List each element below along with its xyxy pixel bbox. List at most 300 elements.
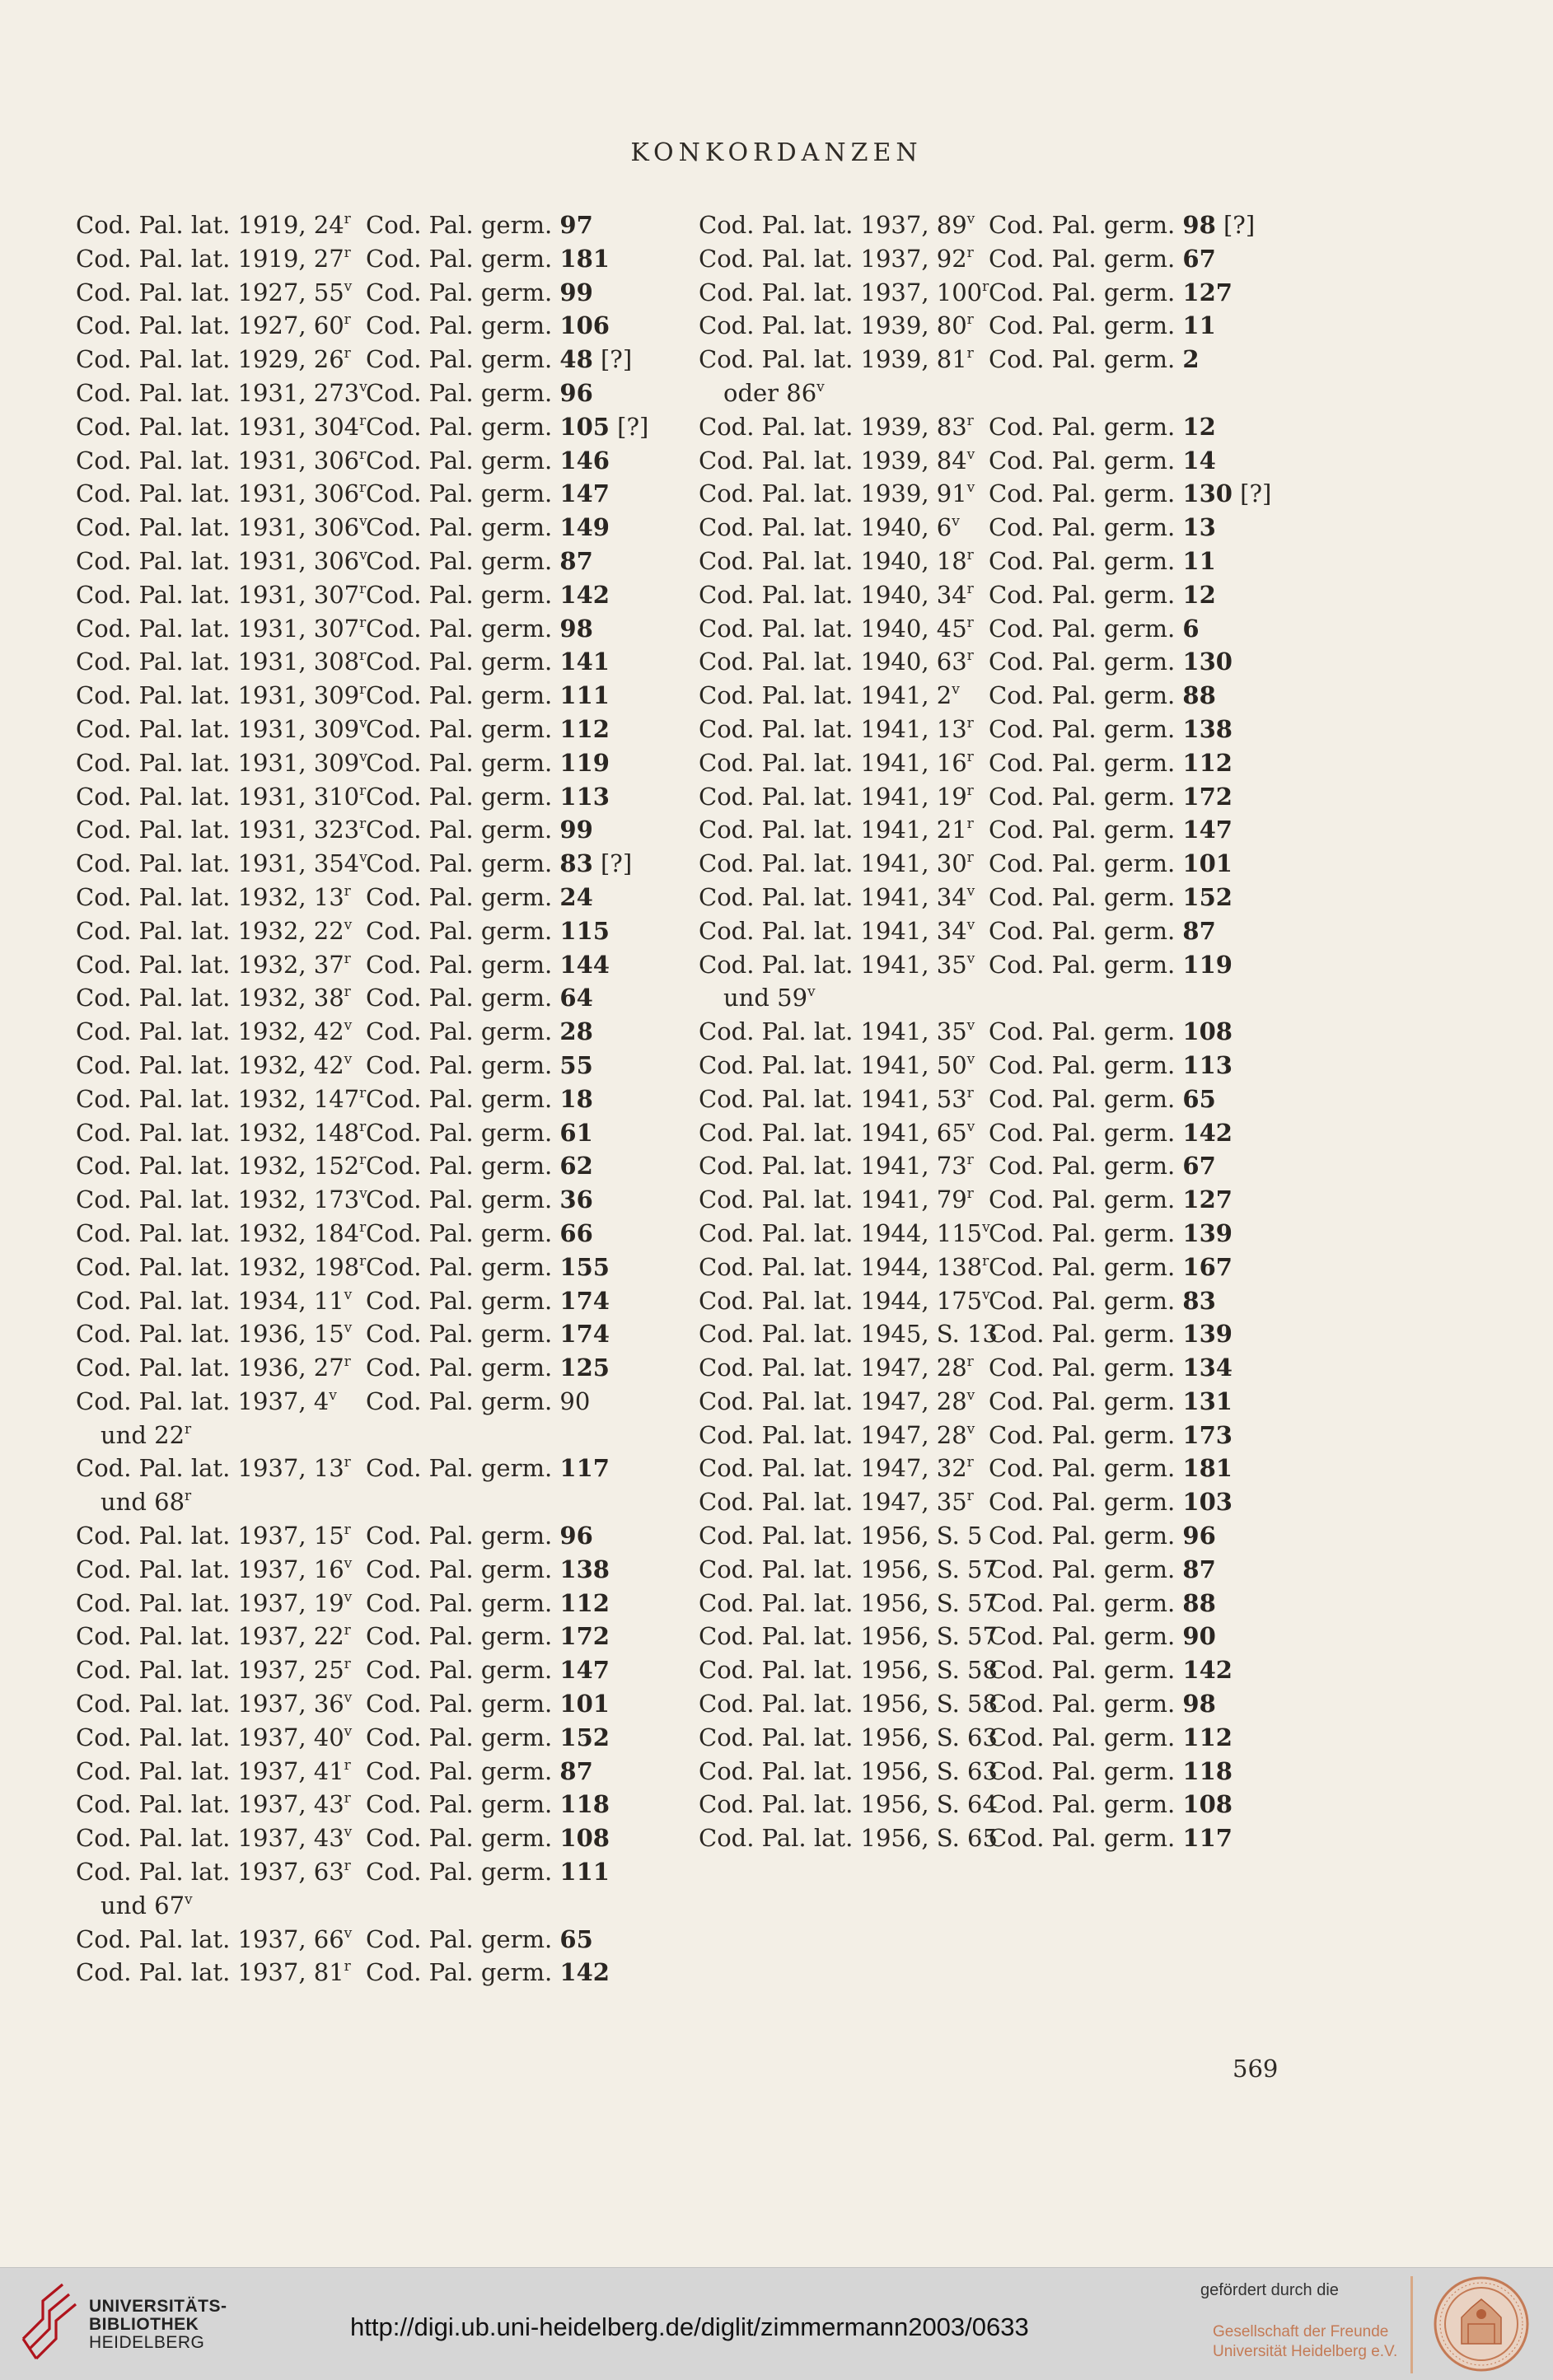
folio-side: v	[966, 1386, 975, 1404]
german-shelfmark	[989, 1015, 1233, 1049]
german-shelfmark-number: 108	[559, 1824, 610, 1853]
german-shelfmark-prefix: Cod. Pal. germ.	[366, 513, 553, 542]
german-shelfmark-prefix: Cod. Pal. germ.	[366, 546, 553, 575]
latin-shelfmark-text: Cod. Pal. lat. 1937, 15	[76, 1522, 344, 1550]
concordance-row	[699, 1049, 1325, 1082]
concordance-row	[699, 477, 1325, 511]
german-shelfmark-prefix: Cod. Pal. germ.	[366, 345, 553, 374]
latin-shelfmark	[699, 847, 974, 881]
folio-side: v	[344, 1017, 353, 1035]
folio-side: v	[344, 1286, 353, 1303]
folio-side: r	[344, 1790, 351, 1807]
latin-shelfmark-text: Cod. Pal. lat. 1956, S. 5	[699, 1522, 983, 1550]
german-shelfmark	[989, 1821, 1233, 1855]
latin-shelfmark-text: Cod. Pal. lat. 1931, 323	[76, 816, 360, 844]
concordance-row	[76, 1587, 702, 1620]
concordance-row	[699, 545, 1325, 578]
german-shelfmark	[989, 1049, 1233, 1082]
german-shelfmark	[989, 477, 1271, 511]
library-name-line-3: HEIDELBERG	[89, 2333, 205, 2352]
latin-shelfmark-text: Cod. Pal. lat. 1941, 65	[699, 1118, 967, 1147]
concordance-row	[699, 1755, 1325, 1789]
german-shelfmark	[366, 981, 593, 1015]
latin-shelfmark	[76, 1217, 366, 1251]
folio-side: r	[966, 244, 974, 261]
folio-side: v	[966, 916, 975, 933]
german-shelfmark	[989, 645, 1233, 679]
folio-side: v	[982, 1218, 990, 1236]
concordance-row	[699, 1116, 1325, 1150]
german-shelfmark-number: 118	[1182, 1756, 1233, 1785]
german-shelfmark-prefix: Cod. Pal. germ.	[989, 1386, 1176, 1415]
german-shelfmark-number: 13	[1182, 513, 1216, 542]
latin-shelfmark	[76, 914, 352, 948]
folio-side: v	[807, 984, 816, 1001]
latin-shelfmark	[76, 208, 351, 242]
latin-shelfmark-text: Cod. Pal. lat. 1956, S. 58	[699, 1690, 998, 1718]
folio-side: r	[966, 1354, 974, 1371]
folio-side: v	[966, 1420, 975, 1438]
german-shelfmark-prefix: Cod. Pal. germ.	[366, 1118, 553, 1147]
german-shelfmark-prefix: Cod. Pal. germ.	[989, 311, 1176, 340]
latin-shelfmark-text: Cod. Pal. lat. 1937, 16	[76, 1555, 344, 1583]
latin-shelfmark-text: Cod. Pal. lat. 1931, 309	[76, 681, 360, 710]
latin-shelfmark	[699, 343, 974, 376]
concordance-row	[699, 1452, 1325, 1485]
concordance-row	[699, 276, 1325, 310]
concordance-row	[76, 1082, 702, 1116]
latin-shelfmark-text: Cod. Pal. lat. 1931, 306	[76, 546, 360, 575]
shelfmark-continuation	[101, 1419, 191, 1452]
library-name-line-1: UNIVERSITÄTS-	[89, 2297, 227, 2316]
latin-shelfmark-text: Cod. Pal. lat. 1929, 26	[76, 345, 344, 374]
german-shelfmark-prefix: Cod. Pal. germ.	[366, 412, 553, 441]
latin-shelfmark-text: Cod. Pal. lat. 1941, 50	[699, 1050, 967, 1079]
concordance-row	[76, 276, 702, 310]
german-shelfmark-number: 24	[559, 882, 593, 911]
german-shelfmark-prefix: Cod. Pal. germ.	[366, 1824, 553, 1853]
german-shelfmark-prefix: Cod. Pal. germ.	[989, 1050, 1176, 1079]
german-shelfmark-number: 83	[559, 849, 593, 878]
concordance-row	[699, 410, 1325, 444]
concordance-row	[699, 1587, 1325, 1620]
latin-shelfmark-text: Cod. Pal. lat. 1937, 81	[76, 1958, 344, 1987]
german-shelfmark	[366, 746, 610, 780]
latin-shelfmark-text: Cod. Pal. lat. 1931, 304	[76, 412, 360, 441]
german-shelfmark-number: 112	[1182, 1723, 1233, 1751]
latin-shelfmark-text: Cod. Pal. lat. 1937, 63	[76, 1858, 344, 1887]
concordance-row	[76, 242, 702, 276]
german-shelfmark-number: 88	[1182, 681, 1216, 710]
latin-shelfmark	[76, 578, 366, 612]
folio-side: v	[359, 1185, 367, 1203]
latin-shelfmark	[699, 1485, 974, 1519]
latin-shelfmark-text: Cod. Pal. lat. 1932, 38	[76, 984, 344, 1012]
shelfmark-continuation	[723, 376, 825, 410]
sponsor-divider	[1410, 2276, 1413, 2373]
concordance-row	[76, 1956, 702, 1990]
german-shelfmark-number: 142	[1182, 1656, 1233, 1685]
concordance-row	[76, 713, 702, 746]
latin-shelfmark	[699, 1351, 974, 1385]
folio-side: r	[359, 1218, 367, 1236]
latin-shelfmark-text: Cod. Pal. lat. 1947, 28	[699, 1420, 967, 1449]
folio-side: r	[982, 1252, 989, 1269]
latin-shelfmark	[699, 1419, 975, 1452]
latin-shelfmark	[76, 511, 367, 545]
latin-shelfmark-text: Cod. Pal. lat. 1940, 45	[699, 614, 967, 643]
latin-shelfmark	[699, 1082, 974, 1116]
latin-shelfmark-text: Cod. Pal. lat. 1932, 148	[76, 1118, 360, 1147]
latin-shelfmark	[76, 948, 351, 982]
concordance-row	[76, 545, 702, 578]
concordance-row	[699, 578, 1325, 612]
latin-shelfmark	[76, 713, 367, 746]
concordance-row	[699, 1653, 1325, 1687]
german-shelfmark-number: 130	[1182, 648, 1233, 676]
concordance-row	[76, 1251, 702, 1284]
german-shelfmark-prefix: Cod. Pal. germ.	[989, 849, 1176, 878]
latin-shelfmark	[699, 1519, 982, 1553]
latin-shelfmark	[699, 1587, 998, 1620]
german-shelfmark	[989, 813, 1233, 847]
german-shelfmark-number: 139	[1182, 1218, 1233, 1247]
german-shelfmark	[366, 1385, 590, 1419]
german-shelfmark	[366, 1855, 610, 1889]
concordance-row	[76, 1049, 702, 1082]
german-shelfmark-number: 11	[1182, 546, 1216, 575]
folio-side: r	[359, 479, 367, 497]
latin-shelfmark	[76, 1351, 351, 1385]
folio-side: v	[966, 950, 975, 967]
german-shelfmark	[989, 276, 1233, 310]
latin-shelfmark	[76, 477, 366, 511]
german-shelfmark	[366, 1284, 610, 1318]
german-shelfmark-prefix: Cod. Pal. germ.	[989, 882, 1176, 911]
german-shelfmark-number: 87	[559, 546, 593, 575]
german-shelfmark-number: 36	[559, 1185, 593, 1214]
german-shelfmark-prefix: Cod. Pal. germ.	[989, 1185, 1176, 1214]
latin-shelfmark-text: Cod. Pal. lat. 1934, 11	[76, 1286, 344, 1315]
latin-shelfmark	[699, 1620, 998, 1653]
latin-shelfmark-text: Cod. Pal. lat. 1941, 53	[699, 1084, 967, 1113]
latin-shelfmark-text: Cod. Pal. lat. 1931, 309	[76, 748, 360, 777]
latin-shelfmark-text: Cod. Pal. lat. 1931, 354	[76, 849, 360, 878]
folio-side: v	[344, 1050, 353, 1068]
latin-shelfmark	[76, 1956, 351, 1990]
german-shelfmark-number: 149	[559, 513, 610, 542]
latin-shelfmark	[76, 242, 351, 276]
folio-side: r	[966, 782, 974, 799]
folio-side: v	[966, 1017, 975, 1035]
concordance-row	[699, 1620, 1325, 1653]
german-shelfmark-prefix: Cod. Pal. germ.	[366, 1690, 553, 1718]
german-shelfmark-number: 87	[1182, 1555, 1216, 1583]
folio-side: r	[344, 1858, 351, 1875]
german-shelfmark	[366, 208, 593, 242]
german-shelfmark	[366, 612, 593, 646]
latin-shelfmark-text: Cod. Pal. lat. 1956, S. 65	[699, 1824, 998, 1853]
german-shelfmark	[366, 881, 593, 914]
latin-shelfmark	[76, 1821, 352, 1855]
latin-shelfmark	[699, 511, 960, 545]
german-shelfmark-number: 147	[1182, 816, 1233, 844]
german-shelfmark-number: 98	[1182, 211, 1216, 239]
german-shelfmark-prefix: Cod. Pal. germ.	[989, 1320, 1176, 1349]
concordance-row	[76, 1385, 702, 1419]
german-shelfmark	[989, 1788, 1233, 1821]
german-shelfmark-number: 139	[1182, 1320, 1233, 1349]
german-shelfmark-prefix: Cod. Pal. germ.	[366, 1522, 553, 1550]
latin-shelfmark	[76, 813, 366, 847]
concordance-row	[76, 410, 702, 444]
german-shelfmark-prefix: Cod. Pal. germ.	[366, 950, 553, 979]
german-shelfmark-number: 173	[1182, 1420, 1233, 1449]
german-shelfmark	[989, 1183, 1233, 1217]
latin-shelfmark-text: Cod. Pal. lat. 1939, 84	[699, 446, 967, 475]
latin-shelfmark-text: Cod. Pal. lat. 1941, 73	[699, 1152, 967, 1181]
folio-side: v	[952, 513, 960, 531]
latin-shelfmark-text: Cod. Pal. lat. 1941, 35	[699, 950, 967, 979]
german-shelfmark-number: 147	[559, 479, 610, 508]
folio-side: v	[359, 714, 367, 732]
folio-side: v	[344, 1690, 353, 1707]
german-shelfmark-number: 172	[559, 1622, 610, 1651]
german-shelfmark-number: 67	[1182, 1152, 1216, 1181]
german-shelfmark-prefix: Cod. Pal. germ.	[989, 1118, 1176, 1147]
german-shelfmark	[989, 1317, 1233, 1351]
folio-side: r	[185, 1488, 192, 1505]
latin-shelfmark-text: Cod. Pal. lat. 1940, 63	[699, 648, 967, 676]
german-shelfmark-prefix: Cod. Pal. germ.	[989, 513, 1176, 542]
concordance-column-right	[699, 208, 1325, 1855]
concordance-row	[76, 1519, 702, 1553]
concordance-row	[76, 1653, 702, 1687]
concordance-row	[699, 981, 1325, 1015]
latin-shelfmark-text: Cod. Pal. lat. 1941, 13	[699, 714, 967, 743]
german-shelfmark	[366, 578, 610, 612]
latin-shelfmark-text: Cod. Pal. lat. 1941, 2	[699, 681, 952, 710]
digital-copy-url[interactable]: http://digi.ub.uni-heidelberg.de/diglit/zimmermann2003/0633	[350, 2312, 1029, 2341]
german-shelfmark	[989, 1687, 1216, 1721]
folio-side: v	[344, 1824, 353, 1841]
german-shelfmark-prefix: Cod. Pal. germ.	[366, 211, 553, 239]
latin-shelfmark-text: Cod. Pal. lat. 1939, 91	[699, 479, 967, 508]
latin-shelfmark-text: Cod. Pal. lat. 1927, 55	[76, 278, 344, 306]
german-shelfmark-prefix: Cod. Pal. germ.	[366, 1050, 553, 1079]
latin-shelfmark	[76, 1519, 351, 1553]
folio-side: v	[952, 681, 960, 699]
latin-shelfmark	[699, 679, 960, 713]
folio-side: r	[359, 1252, 367, 1269]
concordance-row	[76, 1284, 702, 1318]
latin-shelfmark	[76, 780, 366, 814]
german-shelfmark-number: 103	[1182, 1488, 1233, 1517]
german-shelfmark-prefix: Cod. Pal. germ.	[989, 916, 1176, 945]
latin-shelfmark-text: Cod. Pal. lat. 1937, 41	[76, 1756, 344, 1785]
latin-shelfmark	[76, 1452, 351, 1485]
latin-shelfmark	[699, 1553, 998, 1587]
folio-side: r	[359, 580, 367, 597]
latin-shelfmark-text: Cod. Pal. lat. 1932, 198	[76, 1252, 360, 1281]
folio-side: v	[344, 278, 353, 295]
german-shelfmark	[989, 914, 1216, 948]
latin-shelfmark	[76, 343, 351, 376]
latin-shelfmark-text: Cod. Pal. lat. 1939, 81	[699, 345, 967, 374]
latin-shelfmark-text: Cod. Pal. lat. 1932, 42	[76, 1017, 344, 1046]
german-shelfmark-number: 99	[559, 278, 593, 306]
german-shelfmark-number: 108	[1182, 1790, 1233, 1819]
latin-shelfmark	[699, 1217, 990, 1251]
latin-shelfmark	[76, 1049, 352, 1082]
german-shelfmark-number: 55	[559, 1050, 593, 1079]
concordance-row	[699, 1721, 1325, 1755]
german-shelfmark-number: 138	[559, 1555, 610, 1583]
german-shelfmark-prefix: Cod. Pal. germ.	[366, 1152, 553, 1181]
german-shelfmark-prefix: Cod. Pal. germ.	[989, 782, 1176, 811]
latin-shelfmark-text: Cod. Pal. lat. 1937, 13	[76, 1454, 344, 1483]
german-shelfmark	[989, 1284, 1216, 1318]
folio-side: r	[966, 345, 974, 362]
german-shelfmark	[366, 1755, 593, 1789]
german-shelfmark-number: 112	[559, 1588, 610, 1617]
german-shelfmark-prefix: Cod. Pal. germ.	[366, 1622, 553, 1651]
concordance-row	[699, 1687, 1325, 1721]
german-shelfmark-prefix: Cod. Pal. germ.	[989, 1824, 1176, 1853]
german-shelfmark-prefix: Cod. Pal. germ.	[989, 1454, 1176, 1483]
german-shelfmark-prefix: Cod. Pal. germ.	[366, 714, 553, 743]
latin-shelfmark	[699, 242, 974, 276]
latin-shelfmark-text: Cod. Pal. lat. 1932, 13	[76, 882, 344, 911]
german-shelfmark-prefix: Cod. Pal. germ.	[366, 311, 553, 340]
folio-side: v	[359, 546, 367, 563]
german-shelfmark-prefix: Cod. Pal. germ.	[989, 1017, 1176, 1046]
folio-side: r	[966, 1152, 974, 1169]
latin-shelfmark-text: Cod. Pal. lat. 1939, 80	[699, 311, 967, 340]
german-shelfmark-number: 65	[1182, 1084, 1216, 1113]
concordance-row	[699, 914, 1325, 948]
german-shelfmark-number: 142	[1182, 1118, 1233, 1147]
digitization-footer	[0, 2267, 1553, 2380]
sponsor-note: gefördert durch die	[1200, 2281, 1339, 2299]
german-shelfmark	[989, 1721, 1233, 1755]
concordance-row	[76, 208, 702, 242]
latin-shelfmark	[699, 309, 974, 343]
german-shelfmark-number: 115	[559, 916, 610, 945]
german-shelfmark	[989, 309, 1216, 343]
uncertainty-marker: [?]	[1215, 211, 1256, 239]
concordance-row	[76, 813, 702, 847]
latin-shelfmark-text: Cod. Pal. lat. 1956, S. 64	[699, 1790, 998, 1819]
german-shelfmark	[989, 1587, 1216, 1620]
german-shelfmark-number: 127	[1182, 278, 1233, 306]
latin-shelfmark-text: Cod. Pal. lat. 1945, S. 13	[699, 1320, 998, 1349]
folio-side: v	[359, 849, 367, 867]
german-shelfmark-prefix: Cod. Pal. germ.	[366, 614, 553, 643]
german-shelfmark-prefix: Cod. Pal. germ.	[366, 1084, 553, 1113]
latin-shelfmark	[699, 713, 974, 746]
latin-shelfmark-text: Cod. Pal. lat. 1947, 35	[699, 1488, 967, 1517]
german-shelfmark-prefix: Cod. Pal. germ.	[989, 748, 1176, 777]
german-shelfmark-prefix: Cod. Pal. germ.	[366, 378, 553, 407]
german-shelfmark	[366, 477, 610, 511]
latin-shelfmark	[699, 612, 974, 646]
continuation-text: und 22	[101, 1420, 185, 1449]
german-shelfmark-prefix: Cod. Pal. germ.	[989, 1084, 1176, 1113]
shelfmark-continuation	[723, 981, 816, 1015]
latin-shelfmark	[76, 1923, 352, 1957]
german-shelfmark-number: 90	[1182, 1622, 1216, 1651]
german-shelfmark-prefix: Cod. Pal. germ.	[366, 278, 553, 306]
german-shelfmark-number: 152	[559, 1723, 610, 1751]
german-shelfmark-prefix: Cod. Pal. germ.	[366, 916, 553, 945]
german-shelfmark-prefix: Cod. Pal. germ.	[989, 681, 1176, 710]
latin-shelfmark-text: Cod. Pal. lat. 1932, 147	[76, 1084, 360, 1113]
latin-shelfmark-text: Cod. Pal. lat. 1931, 306	[76, 446, 360, 475]
german-shelfmark-prefix: Cod. Pal. germ.	[366, 816, 553, 844]
german-shelfmark-prefix: Cod. Pal. germ.	[366, 984, 553, 1012]
german-shelfmark-number: 181	[1182, 1454, 1233, 1483]
concordance-column-left	[76, 208, 702, 1990]
concordance-row	[76, 1620, 702, 1653]
german-shelfmark-number: 125	[559, 1354, 610, 1382]
folio-side: r	[966, 614, 974, 631]
german-shelfmark-number: 181	[559, 244, 610, 273]
german-shelfmark-number: 83	[1182, 1286, 1216, 1315]
folio-side: v	[344, 1723, 353, 1740]
german-shelfmark	[366, 309, 610, 343]
concordance-row	[699, 1351, 1325, 1385]
german-shelfmark-prefix: Cod. Pal. germ.	[366, 849, 553, 878]
latin-shelfmark-text: Cod. Pal. lat. 1956, S. 57	[699, 1622, 998, 1651]
german-shelfmark-prefix: Cod. Pal. germ.	[366, 748, 553, 777]
latin-shelfmark-text: Cod. Pal. lat. 1937, 4	[76, 1386, 330, 1415]
folio-side: v	[185, 1891, 193, 1908]
german-shelfmark-number: 146	[559, 446, 610, 475]
german-shelfmark	[989, 1217, 1233, 1251]
latin-shelfmark-text: Cod. Pal. lat. 1956, S. 57	[699, 1588, 998, 1617]
latin-shelfmark	[76, 881, 351, 914]
german-shelfmark	[989, 1385, 1233, 1419]
folio-side: v	[966, 1118, 975, 1135]
german-shelfmark-prefix: Cod. Pal. germ.	[366, 1386, 553, 1415]
german-shelfmark-prefix: Cod. Pal. germ.	[989, 1622, 1176, 1651]
latin-shelfmark	[699, 1687, 998, 1721]
german-shelfmark-number: 105	[559, 412, 610, 441]
german-shelfmark-prefix: Cod. Pal. germ.	[989, 580, 1176, 609]
page-title: KONKORDANZEN	[630, 138, 923, 167]
folio-side: r	[185, 1420, 192, 1438]
german-shelfmark-prefix: Cod. Pal. germ.	[989, 1152, 1176, 1181]
uncertainty-marker: [?]	[609, 412, 649, 441]
concordance-row	[76, 1721, 702, 1755]
german-shelfmark	[989, 1653, 1233, 1687]
folio-side: r	[344, 211, 351, 227]
concordance-row	[76, 1855, 702, 1889]
continuation-text: oder 86	[723, 378, 817, 407]
folio-side: v	[982, 1286, 990, 1303]
latin-shelfmark-text: Cod. Pal. lat. 1947, 28	[699, 1386, 967, 1415]
folio-side: r	[344, 311, 351, 329]
german-shelfmark-prefix: Cod. Pal. germ.	[989, 950, 1176, 979]
german-shelfmark-number: 142	[559, 1958, 610, 1987]
library-name-line-2: BIBLIOTHEK	[89, 2315, 199, 2334]
folio-side: v	[344, 1588, 353, 1606]
latin-shelfmark	[699, 948, 975, 982]
concordance-row	[699, 612, 1325, 646]
latin-shelfmark	[699, 276, 989, 310]
german-shelfmark-number: 2	[1182, 345, 1200, 374]
